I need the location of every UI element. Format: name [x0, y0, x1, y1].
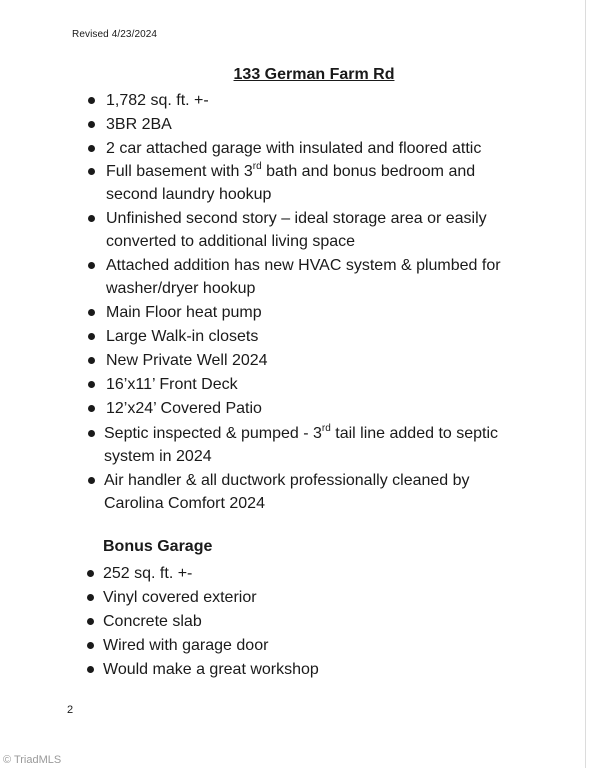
list-item-text: 2 car attached garage with insulated and floored attic	[106, 140, 482, 157]
bullet-icon	[87, 618, 94, 625]
bullet-icon	[88, 215, 95, 222]
revised-date: Revised 4/23/2024	[72, 29, 158, 40]
page-title: 133 German Farm Rd	[233, 66, 395, 83]
list-item-text: system in 2024	[104, 448, 212, 465]
bullet-icon	[87, 594, 94, 601]
list-item-text: Large Walk-in closets	[106, 328, 259, 345]
bullet-icon	[88, 309, 95, 316]
list-item-text: Wired with garage door	[103, 637, 269, 654]
list-item-text: 12’x24’ Covered Patio	[106, 400, 262, 417]
bullet-icon	[88, 405, 95, 412]
list-item-text: 16’x11’ Front Deck	[106, 376, 238, 393]
list-item-text: Main Floor heat pump	[106, 304, 262, 321]
list-item-text: Unfinished second story – ideal storage area or easily	[106, 210, 487, 227]
list-item-text: Concrete slab	[103, 613, 202, 630]
page-number: 2	[67, 704, 74, 716]
bullet-icon	[88, 145, 95, 152]
bullet-icon	[88, 121, 95, 128]
page-edge	[585, 0, 586, 768]
bullet-icon	[87, 666, 94, 673]
list-item-text: Septic inspected & pumped - 3rd tail line added to septic	[104, 422, 499, 442]
bullet-icon	[88, 168, 95, 175]
list-item-text: 252 sq. ft. +-	[103, 565, 193, 582]
bullet-icon	[87, 570, 94, 577]
list-item-text: New Private Well 2024	[106, 352, 268, 369]
list-item-text: washer/dryer hookup	[106, 280, 256, 297]
bullet-icon	[88, 333, 95, 340]
bullet-icon	[88, 477, 95, 484]
list-item-text: Would make a great workshop	[103, 661, 319, 678]
section-heading: Bonus Garage	[103, 538, 213, 555]
list-item-text: 1,782 sq. ft. +-	[106, 92, 209, 109]
bullet-icon	[88, 430, 95, 437]
bullet-icon	[88, 97, 95, 104]
list-item-text: Attached addition has new HVAC system & plumbed for	[106, 257, 501, 274]
bullet-icon	[88, 357, 95, 364]
bullet-icon	[88, 381, 95, 388]
list-item-text: Full basement with 3rd bath and bonus bedroom and	[106, 160, 476, 180]
list-item-text: Air handler & all ductwork professionally cleaned by	[104, 472, 470, 489]
watermark: © TriadMLS	[3, 754, 62, 766]
bullet-icon	[88, 262, 95, 269]
bullet-icon	[87, 642, 94, 649]
list-item-text: converted to additional living space	[106, 233, 356, 250]
list-item-text: Vinyl covered exterior	[103, 589, 257, 606]
list-item-text: Carolina Comfort 2024	[104, 495, 265, 512]
list-item-text: 3BR 2BA	[106, 116, 172, 133]
list-item-text: second laundry hookup	[106, 186, 272, 203]
